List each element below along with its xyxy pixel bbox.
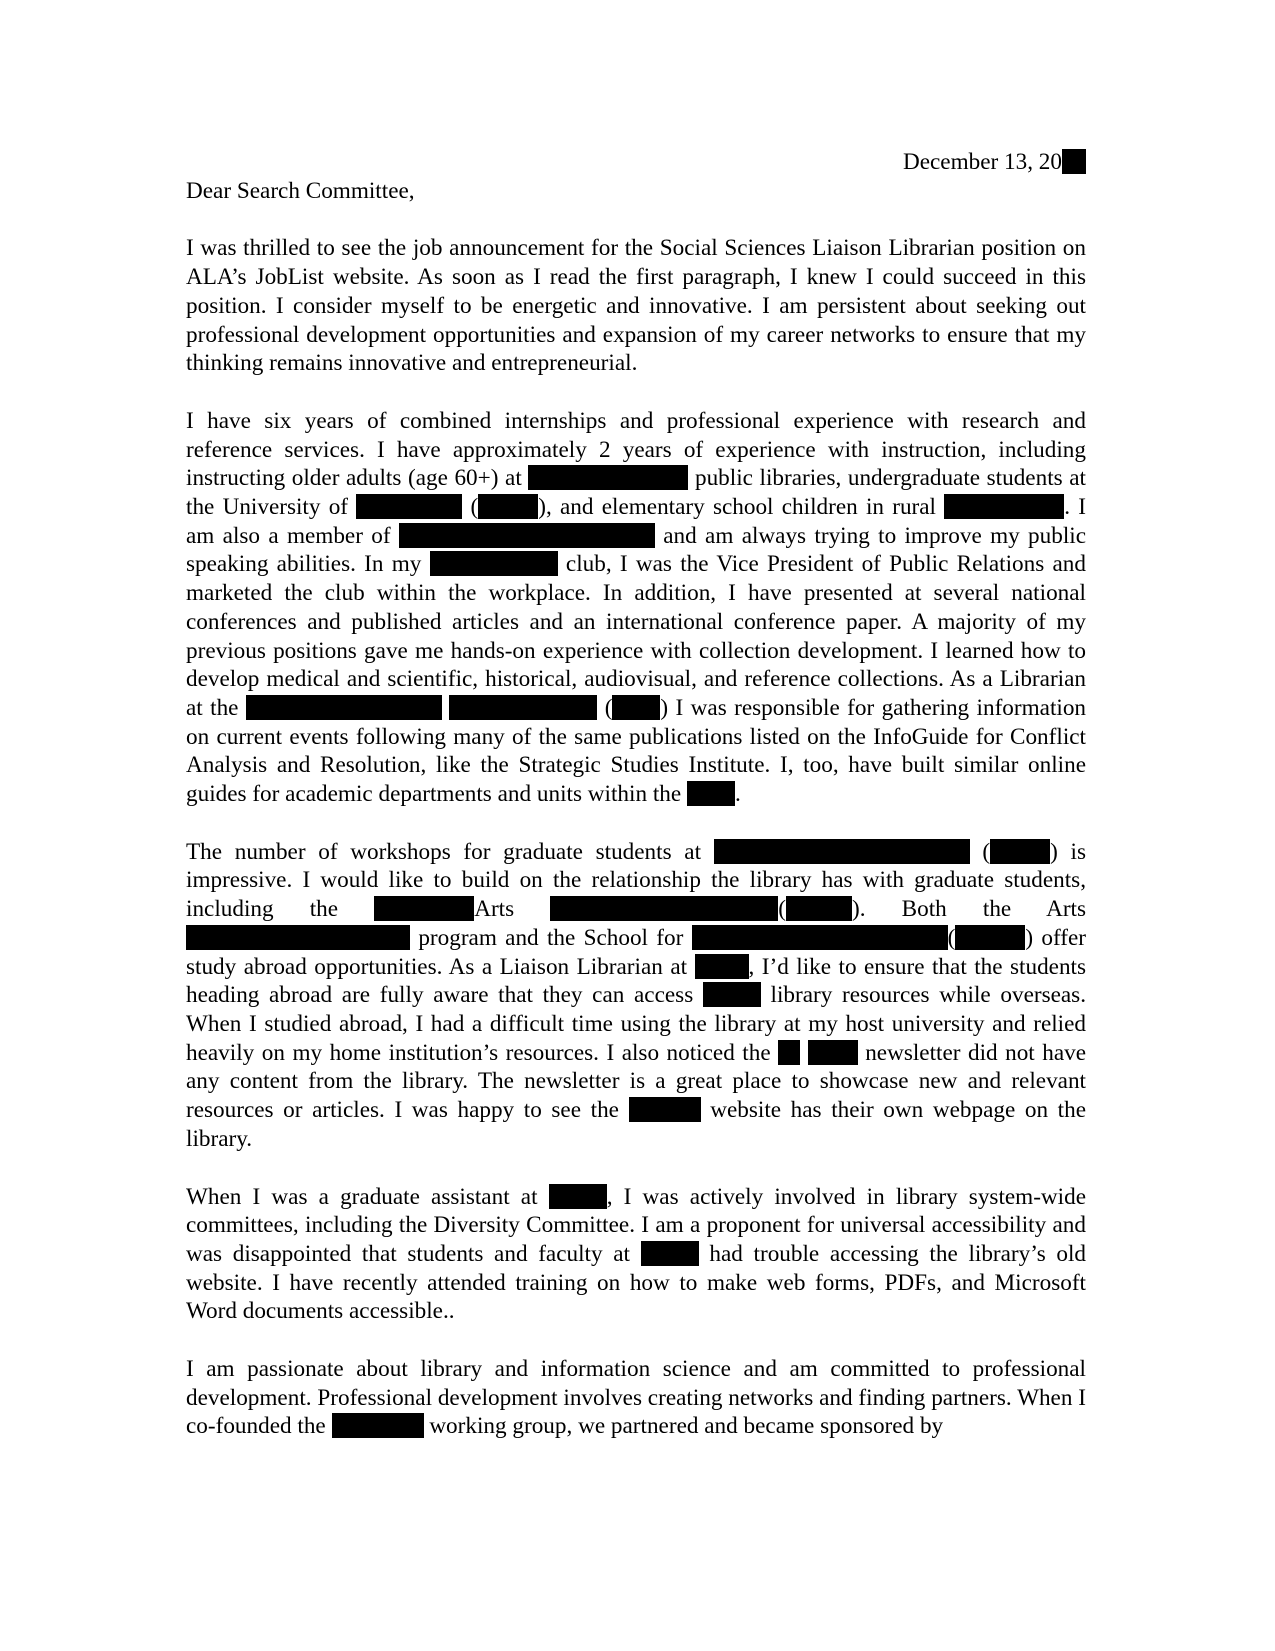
letter-date: December 13, 20: [186, 148, 1086, 177]
paragraph-1: I was thrilled to see the job announcement for the Social Sciences Liaison Librarian position on ALA’s JobList website. As soon as I read the first paragraph, I knew I could succeed in this position. I consider myself to be energetic and innovative. I am persistent about seeking out professional development opportunities and expansion of my career networks to ensure that my thinking remains innovative and entrepreneurial.: [186, 235, 1086, 377]
redaction-box: [399, 523, 655, 548]
redaction-box: [332, 1413, 424, 1438]
redaction-box: [528, 465, 688, 490]
cover-letter: [186, 148, 1086, 1470]
redaction-box: [692, 925, 948, 950]
redaction-box: [687, 781, 735, 806]
redaction-box: [549, 1184, 607, 1209]
redaction-box: [629, 1097, 701, 1122]
redaction-box: [944, 494, 1064, 519]
redaction-box: [430, 551, 558, 576]
redaction-box: [186, 925, 410, 950]
redaction-box: [714, 839, 970, 864]
redaction-box: [550, 896, 778, 921]
redaction-box: [641, 1241, 699, 1266]
redaction-box: [246, 695, 442, 720]
redaction-box: [703, 982, 761, 1007]
redaction-box: [356, 494, 462, 519]
redaction-box: [786, 896, 852, 921]
redaction-box: [778, 1040, 800, 1065]
redaction-box: [695, 954, 749, 979]
redaction-box: [990, 839, 1050, 864]
paragraph-5: I am passionate about library and information science and am committed to professional development. Professional development involves creating networks and finding partners. When I co-founded the working group, we partnered and became sponsored by: [186, 1356, 1086, 1440]
redaction-box: [808, 1040, 858, 1065]
redaction-box: [1062, 149, 1086, 174]
redaction-box: [478, 494, 538, 519]
redaction-box: [955, 925, 1025, 950]
paragraph-2: I have six years of combined internships and professional experience with research and reference services. I have approximately 2 years of experience with instruction, including instructing older adults (age 60+) at public libraries, undergraduate students at the University of ( ), and elementary school children in rural . I am also a member of and am always trying to improve my public speaking abilities. In my club, I was the Vice President of Public Relations and marketed the club within the workplace. In addition, I have presented at several national conferences and published articles and an international conference paper. A majority of my previous positions gave me hands-on experience with collection development. I learned how to develop medical and scientific, historical, audiovisual, and reference collections. As a Librarian at the ( ) I was responsible for gathering information on current events following many of the same publications listed on the InfoGuide for Conflict Analysis and Resolution, like the Strategic Studies Institute. I, too, have built similar online guides for academic departments and units within the .: [186, 407, 1087, 808]
redaction-box: [612, 695, 660, 720]
salutation: Dear Search Committee,: [186, 177, 415, 204]
paragraph-4: When I was a graduate assistant at , I was actively involved in library system-wide committees, including the Diversity Committee. I am a proponent for universal accessibility and was disappointed that students and faculty at had trouble accessing the library’s old website. I have recently attended training on how to make web forms, PDFs, and Microsoft Word documents accessible..: [186, 1183, 1087, 1325]
paragraph-3: The number of workshops for graduate students at ( ) is impressive. I would like to build on the relationship the library has with graduate students, including the Arts ( ). Both the Arts program and the School for ( ) offer study abroad opportunities. As a Liaison Librarian at , I’d like to ensure that the students heading abroad are fully aware that they can access library resources while overseas. When I studied abroad, I had a difficult time using the library at my host university and relied heavily on my home institution’s resources. I also noticed the newsletter did not have any content from the library. The newsletter is a great place to showcase new and relevant resources or articles. I was happy to see the website has their own webpage on the library.: [186, 838, 1087, 1152]
redaction-box: [449, 695, 597, 720]
redaction-box: [374, 896, 474, 921]
